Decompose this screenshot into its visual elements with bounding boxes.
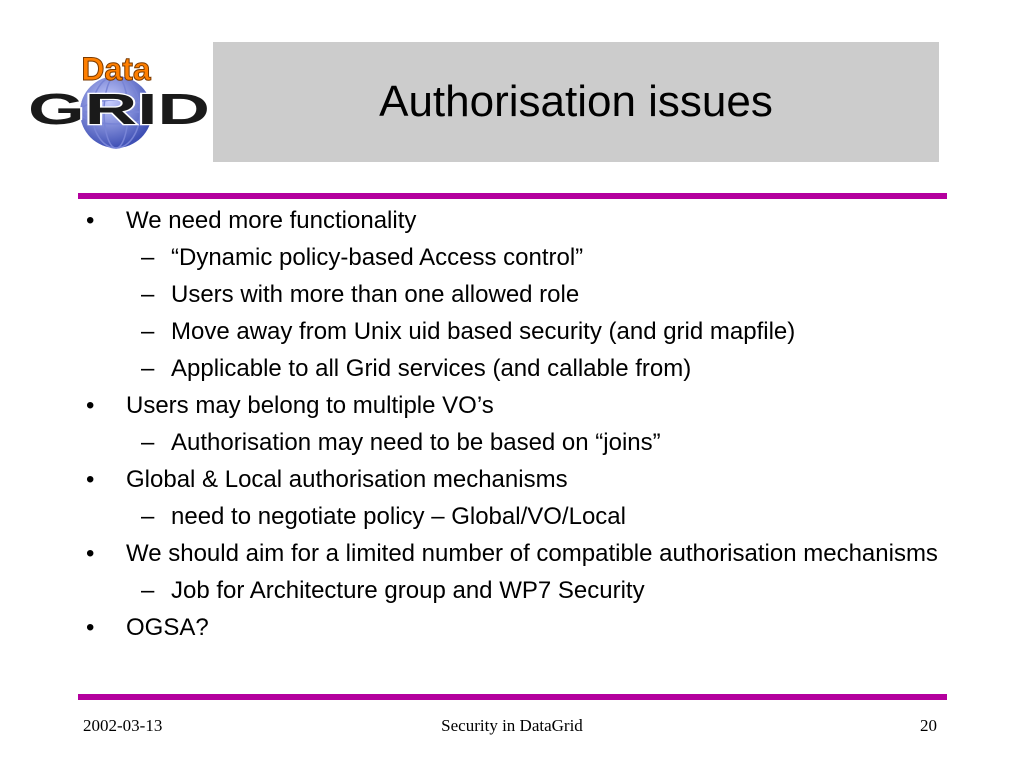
bullet-text: Users with more than one allowed role xyxy=(171,281,580,308)
sub-bullet-item xyxy=(86,243,946,272)
bullet-text: We should aim for a limited number of compatible authorisation mechanisms xyxy=(126,540,938,567)
bullet-text: OGSA? xyxy=(126,614,209,641)
dash-marker: – xyxy=(141,577,155,604)
bullet-item xyxy=(86,391,946,420)
page-number: 20 xyxy=(920,716,937,735)
sub-bullet-item xyxy=(86,428,946,457)
bullet-text: Users may belong to multiple VO’s xyxy=(126,392,494,419)
bullet-text: Authorisation may need to be based on “joins” xyxy=(171,429,661,456)
sub-bullet-item xyxy=(86,317,946,346)
bullet-marker: • xyxy=(86,207,95,234)
dash-marker: – xyxy=(141,281,155,308)
bullet-marker: • xyxy=(86,614,95,641)
datagrid-logo-icon xyxy=(24,50,214,150)
sub-bullet-item xyxy=(86,502,946,531)
logo-grid-text: GRID xyxy=(28,85,210,134)
bullet-text: Applicable to all Grid services (and callable from) xyxy=(171,355,692,382)
dash-marker: – xyxy=(141,355,155,382)
top-divider xyxy=(78,193,947,199)
dash-marker: – xyxy=(141,429,155,456)
dash-marker: – xyxy=(141,503,155,530)
bullet-text: need to negotiate policy – Global/VO/Local xyxy=(171,503,626,530)
dash-marker: – xyxy=(141,318,155,345)
sub-bullet-item xyxy=(86,576,946,605)
slide-title: Authorisation issues xyxy=(379,77,773,126)
bullet-item xyxy=(86,613,946,642)
bullet-text: Move away from Unix uid based security (and grid mapfile) xyxy=(171,318,796,345)
bullet-item xyxy=(86,206,946,235)
bullet-text: Global & Local authorisation mechanisms xyxy=(126,466,568,493)
dash-marker: – xyxy=(141,244,155,271)
bullet-marker: • xyxy=(86,466,95,493)
sub-bullet-item xyxy=(86,354,946,383)
bottom-divider xyxy=(78,694,947,700)
bullet-list xyxy=(86,206,946,650)
bullet-text: We need more functionality xyxy=(126,207,417,234)
bullet-marker: • xyxy=(86,392,95,419)
bullet-text: Job for Architecture group and WP7 Security xyxy=(171,577,645,604)
bullet-marker: • xyxy=(86,540,95,567)
title-box xyxy=(213,42,939,162)
footer-title: Security in DataGrid xyxy=(441,716,583,735)
sub-bullet-item xyxy=(86,280,946,309)
bullet-item xyxy=(86,539,946,568)
footer-date: 2002-03-13 xyxy=(83,716,163,735)
logo-data-text: Data xyxy=(81,51,151,87)
bullet-text: “Dynamic policy-based Access control” xyxy=(171,244,584,271)
bullet-item xyxy=(86,465,946,494)
